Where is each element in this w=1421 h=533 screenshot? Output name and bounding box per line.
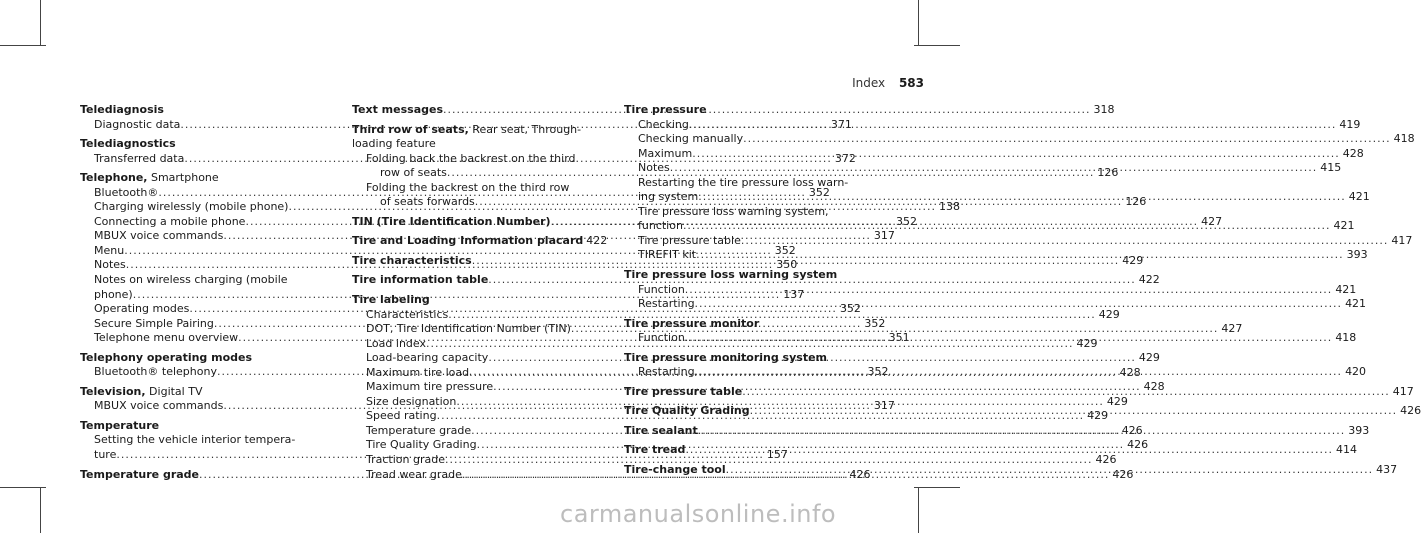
page-reference: 426 [1400,404,1421,418]
page-reference: 126 [1097,166,1119,180]
index-entry-title [352,293,602,308]
dot-leader [741,234,1389,249]
crop-mark [914,45,960,46]
entry-text: Diagnostic data [94,117,181,131]
page-reference: 417 [1391,233,1413,247]
page-reference: 352 [839,302,861,316]
entry-text: of seats forwards [380,195,475,209]
entry-text: MBUX voice commands [94,229,224,243]
dot-leader [685,443,1333,458]
entry-text: Folding back the backrest on the third [366,151,576,165]
dot-leader [685,283,1333,298]
entry-text: Operating modes [94,302,190,316]
page-reference: 428 [1342,146,1364,160]
page-reference: 351 [888,331,910,345]
page-reference: 429 [1138,351,1160,365]
entry-text: TIN (Tire Identification Number) [352,214,551,228]
page-reference: 429 [1087,409,1109,423]
index-subentry [624,146,1364,162]
entry-text: Text messages [352,103,444,116]
entry-text: ing system [638,190,699,204]
entry-text: Notes [638,161,670,175]
page-reference: 428 [1143,380,1165,394]
dot-leader [742,385,1390,400]
page-reference: 421 [1333,219,1355,233]
entry-text: Tire-change tool [624,463,726,477]
entry-text: Menu [94,243,125,257]
page-reference: 420 [1345,365,1367,379]
page-reference: 418 [1335,331,1357,345]
page-header [852,76,924,90]
page-reference: 352 [808,185,830,199]
crop-mark [40,0,41,46]
entry-text: Telediagnosis [80,103,164,116]
dot-leader [750,404,1398,419]
index-subentry [624,176,874,191]
entry-text: Notes [94,258,126,272]
entry-text: phone) [94,287,133,301]
index-subentry [80,273,330,288]
entry-text: Load index [366,336,426,350]
page-reference: 429 [1106,394,1128,408]
entry-text: Maximum tire load [366,365,470,379]
index-entry-title [352,234,608,249]
entry-text: Folding the backrest on the third row [366,180,570,194]
page-reference: 126 [1125,195,1147,209]
entry-text: Tire pressure loss warning system, [638,204,829,218]
entry-text: Tire pressure monitor [624,316,760,330]
index-entry-title [80,171,330,186]
entry-text: Tire pressure table [638,233,741,247]
page-reference: 138 [939,200,960,214]
index-subentry [624,282,1357,298]
dot-leader [685,331,1333,346]
page-reference: 318 [1093,103,1115,116]
watermark: carmanualsonline.info [560,500,837,528]
crop-mark [918,0,919,46]
page-reference: 317 [873,229,895,243]
entry-text: Notes on wireless charging (mobile [94,273,288,287]
entry-text: Restarting [638,365,695,379]
index-entry-continuation [352,137,602,152]
entry-text: Transferred data [94,151,185,165]
index-entry-title [80,103,330,118]
page-reference: 417 [1392,384,1414,398]
page-reference: 429 [1098,307,1120,321]
entry-text: Traction grade [366,453,445,467]
entry-text: Telephony operating modes [80,350,253,364]
page-reference: 429 [1122,253,1144,267]
dot-leader [683,219,1331,234]
entry-text: Checking manually [638,132,744,146]
page-reference: 428 [1119,365,1141,379]
page-reference: 437 [1376,463,1398,477]
page-reference: 422 [586,234,608,248]
page-number: 583 [898,76,924,90]
entry-text: Tire characteristics [352,253,472,267]
entry-text: Tire Quality Grading [366,438,477,452]
entry-text: Television, [80,384,146,398]
page-reference: 393 [1348,423,1370,437]
index-subentry [624,297,1367,312]
entry-text: Bluetooth® [94,185,159,199]
index-subentry [80,433,330,448]
index-subentry [352,181,602,196]
dot-leader [696,248,1344,263]
entry-text: Function [638,282,685,296]
entry-text: Characteristics [366,307,449,321]
page-reference: 427 [1201,214,1223,228]
entry-text: Tire pressure table [624,384,743,398]
page-reference: 421 [1348,190,1370,204]
page-reference: 426 [1127,438,1149,452]
index-entry-title [624,317,874,332]
crop-mark [918,487,919,533]
page-reference: 429 [1076,336,1098,350]
entry-text: Setting the vehicle interior tempera- [94,433,296,447]
dot-leader [695,297,1343,312]
page-reference: 352 [867,365,889,379]
entry-text: MBUX voice commands [94,399,224,413]
page-reference: 352 [895,214,917,228]
index-entry-title [80,137,330,152]
index-entry-title [80,419,330,434]
crop-mark [0,45,46,46]
page-reference: 421 [1335,282,1357,296]
page-reference: 426 [1121,423,1143,437]
entry-text: Tire information table [352,273,489,287]
entry-text: ture [94,448,117,462]
entry-text: Restarting the tire pressure loss warn- [638,175,849,189]
entry-text: Telephone menu overview [94,331,239,345]
index-entry-title [624,103,874,118]
page-reference: 422 [1138,273,1160,287]
page-reference: 421 [1345,297,1367,311]
index-subentry [352,152,602,167]
entry-text: Maximum tire pressure [366,380,494,394]
entry-text: Telediagnostics [80,137,176,151]
page-reference: 352 [864,316,886,330]
dot-leader [743,132,1391,147]
entry-text: Speed rating [366,409,437,423]
index-entry-title [352,123,602,138]
page-reference: 372 [834,151,856,165]
page-reference: 419 [1339,117,1361,131]
page-reference: 418 [1393,132,1415,146]
entry-suffix: Smartphone [147,171,219,185]
page-reference: 426 [1112,467,1134,481]
page-reference: 427 [1221,322,1243,336]
page-reference: 137 [783,287,805,301]
entry-text: loading feature [352,137,436,151]
index-entry-title [80,351,330,366]
entry-text: DOT, Tire Identification Number (TIN) [366,322,571,336]
page-reference: 352 [774,243,796,257]
entry-text: Secure Simple Pairing [94,316,214,330]
entry-text: Restarting [638,297,695,311]
dot-leader [689,118,1337,133]
crop-mark [914,487,960,488]
entry-text: function [638,219,683,233]
page-reference: 393 [1346,248,1368,262]
index-entry-title [624,268,874,283]
entry-text: Tread wear grade [366,467,462,481]
entry-text: Tire and Loading Information placard [352,234,584,248]
entry-text: Load-bearing capacity [366,351,489,365]
index-subentry [624,117,1361,133]
entry-text: Checking [638,117,689,131]
entry-text: Tire sealant [624,423,698,437]
entry-text: Tire labeling [352,293,430,307]
entry-text: TIREFIT kit [638,248,697,262]
dot-leader [670,161,1318,176]
entry-text: Tire pressure loss warning system [624,268,838,282]
entry-text: Function [638,331,685,345]
index-subentry [624,132,1415,147]
dot-leader [692,147,1340,162]
page-reference: 426 [849,467,871,481]
dot-leader [698,424,1346,439]
entry-text: Temperature grade [80,467,200,481]
entry-text: Connecting a mobile phone [94,214,246,228]
entry-suffix: Digital TV [145,384,203,398]
entry-text: Temperature grade [366,423,472,437]
entry-text: Charging wirelessly (mobile phone) [94,200,289,214]
entry-text: Temperature [80,418,160,432]
index-entry-title [624,351,874,366]
entry-text: Telephone, [80,171,148,185]
page-reference: 426 [1095,453,1117,467]
dot-leader [726,463,1374,478]
entry-suffix: Rear seat, Through- [468,122,582,136]
section-name: Index [852,76,886,90]
entry-text: Tire pressure [624,103,707,116]
entry-text: Size designation [366,394,457,408]
crop-mark [0,487,46,488]
entry-text: Third row of seats, [352,122,469,136]
entry-text: Bluetooth® telephony [94,365,217,379]
crop-mark [40,487,41,533]
entry-text: Maximum [638,146,693,160]
entry-text: row of seats [380,166,447,180]
dot-leader [695,365,1343,380]
entry-text: Tire tread [624,443,686,457]
index-entry-title [80,385,330,400]
page-reference: 371 [830,117,852,131]
dot-leader [698,190,1346,205]
entry-text: Tire Quality Grading [624,404,750,418]
page-reference: 350 [776,258,798,272]
page-reference: 157 [766,448,788,462]
page-reference: 415 [1320,161,1342,175]
entry-text: Tire pressure monitoring system [624,350,828,364]
page-reference: 317 [873,399,895,413]
index-subentry [624,205,874,220]
page-reference: 414 [1335,443,1357,457]
